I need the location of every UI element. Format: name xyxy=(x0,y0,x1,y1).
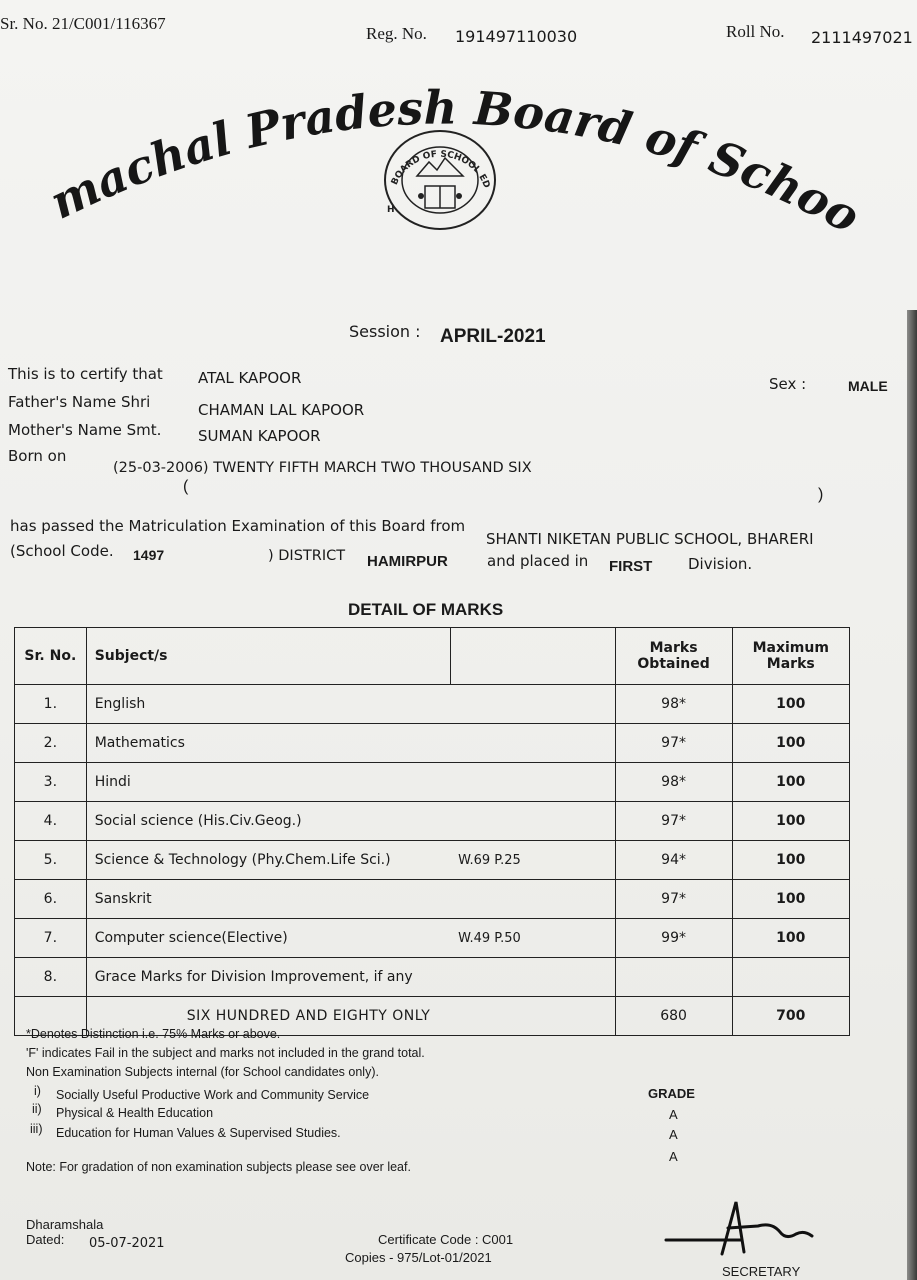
marks-obtained: 94* xyxy=(615,841,732,880)
marks-header-row xyxy=(15,628,850,685)
non-exam-item-text: Education for Human Values & Supervised Studies. xyxy=(56,1126,341,1140)
paren-open: ( xyxy=(183,478,189,495)
subject-name: Sanskrit xyxy=(86,880,450,919)
subject-name: Grace Marks for Division Improvement, if any xyxy=(86,958,450,997)
board-title-text: machal Pradesh Board of Schoo xyxy=(41,80,869,230)
subject-name: English xyxy=(86,685,450,724)
certify-label: This is to certify that xyxy=(8,365,163,383)
date-of-birth: (25-03-2006) TWENTY FIFTH MARCH TWO THOUSAND SIX xyxy=(113,460,532,476)
subject-sr: 6. xyxy=(15,880,87,919)
marks-obtained: 97* xyxy=(615,724,732,763)
subject-name: Hindi xyxy=(86,763,450,802)
subject-sr: 1. xyxy=(15,685,87,724)
marks-obtained: 99* xyxy=(615,919,732,958)
subject-breakup xyxy=(450,958,615,997)
marks-body xyxy=(15,685,850,997)
marks-row xyxy=(15,919,850,958)
marks-obtained: 97* xyxy=(615,880,732,919)
placed-label: and placed in xyxy=(487,552,589,570)
subject-breakup: W.69 P.25 xyxy=(450,841,615,880)
marks-table xyxy=(14,627,850,1036)
total-in-words: SIX HUNDRED AND EIGHTY ONLY xyxy=(86,997,615,1036)
school-name: SHANTI NIKETAN PUBLIC SCHOOL, BHARERI xyxy=(486,530,814,548)
session-label: Session : xyxy=(349,322,421,341)
father-label: Father's Name Shri xyxy=(8,393,151,411)
non-exam-item-text: Socially Useful Productive Work and Community Service xyxy=(56,1088,370,1102)
fail-note: 'F' indicates Fail in the subject and marks not included in the grand total. xyxy=(26,1046,425,1060)
board-seal-emblem xyxy=(381,128,499,232)
sex-value: MALE xyxy=(848,378,888,394)
session-value: APRIL-2021 xyxy=(440,326,546,347)
district-label: ) DISTRICT xyxy=(268,548,346,564)
paren-close: ) xyxy=(818,486,824,503)
subject-name: Science & Technology (Phy.Chem.Life Sci.) xyxy=(86,841,450,880)
subject-sr: 8. xyxy=(15,958,87,997)
roll-number: 2111497021 xyxy=(811,28,913,47)
sex-label: Sex : xyxy=(769,375,807,393)
grade-value: A xyxy=(669,1127,678,1142)
seal-letter: H xyxy=(387,205,395,215)
non-exam-item-num: ii) xyxy=(32,1102,42,1116)
non-exam-item-num: iii) xyxy=(30,1122,43,1136)
non-exam-item-text: Physical & Health Education xyxy=(56,1106,214,1120)
marks-title: DETAIL OF MARKS xyxy=(348,600,504,619)
reg-label: Reg. No. xyxy=(366,24,427,43)
marks-maximum: 100 xyxy=(732,724,850,763)
marks-maximum: 100 xyxy=(732,802,850,841)
grade-value: A xyxy=(669,1107,678,1122)
distinction-note: *Denotes Distinction i.e. 75% Marks or above. xyxy=(26,1027,281,1041)
subject-sr: 4. xyxy=(15,802,87,841)
seal-text: BOARD OF SCHOOL ED xyxy=(389,149,492,190)
mother-label: Mother's Name Smt. xyxy=(8,421,162,439)
division-suffix: Division. xyxy=(688,555,753,573)
marks-row xyxy=(15,958,850,997)
copies-lot: Copies - 975/Lot-01/2021 xyxy=(345,1250,492,1265)
marks-obtained: 98* xyxy=(615,685,732,724)
marks-row xyxy=(15,841,850,880)
header-subject: Subject/s xyxy=(86,628,450,685)
subject-breakup: W.49 P.50 xyxy=(450,919,615,958)
marks-obtained: 97* xyxy=(615,802,732,841)
marks-maximum: 100 xyxy=(732,763,850,802)
marks-maximum: 100 xyxy=(732,685,850,724)
dated-label: Dated: xyxy=(26,1232,65,1247)
subject-sr: 5. xyxy=(15,841,87,880)
serial-number: Sr. No. 21/C001/116367 xyxy=(0,14,166,33)
subject-breakup xyxy=(450,880,615,919)
marks-maximum: 100 xyxy=(732,880,850,919)
grade-value: A xyxy=(669,1149,678,1164)
father-name: CHAMAN LAL KAPOOR xyxy=(198,401,365,419)
roll-label: Roll No. xyxy=(726,22,785,41)
marks-obtained xyxy=(615,958,732,997)
secretary-label: SECRETARY xyxy=(722,1264,801,1279)
marks-maximum xyxy=(732,958,850,997)
total-obtained: 680 xyxy=(615,997,732,1036)
certificate-code: Certificate Code : C001 xyxy=(378,1232,514,1247)
school-code-label: (School Code. xyxy=(10,542,114,560)
header-maximum: Maximum Marks xyxy=(732,628,850,685)
marks-row xyxy=(15,880,850,919)
page-edge-shadow xyxy=(907,310,917,1280)
total-maximum: 700 xyxy=(732,997,850,1036)
gradation-note: Note: For gradation of non examination subjects please see over leaf. xyxy=(26,1160,411,1174)
subject-name: Social science (His.Civ.Geog.) xyxy=(86,802,450,841)
issue-place: Dharamshala xyxy=(26,1217,104,1232)
student-name: ATAL KAPOOR xyxy=(198,369,302,387)
non-exam-item-num: i) xyxy=(34,1084,41,1098)
marks-row xyxy=(15,724,850,763)
marks-maximum: 100 xyxy=(732,919,850,958)
non-exam-note: Non Examination Subjects internal (for School candidates only). xyxy=(26,1065,379,1079)
subject-sr: 3. xyxy=(15,763,87,802)
dated-value: 05-07-2021 xyxy=(89,1236,165,1251)
subject-name: Mathematics xyxy=(86,724,450,763)
district-value: HAMIRPUR xyxy=(367,553,448,570)
born-label: Born on xyxy=(8,447,67,465)
header-note xyxy=(450,628,615,685)
secretary-signature xyxy=(662,1196,822,1260)
subject-name: Computer science(Elective) xyxy=(86,919,450,958)
subject-breakup xyxy=(450,724,615,763)
mother-name: SUMAN KAPOOR xyxy=(198,427,321,445)
svg-text:BOARD OF SCHOOL EDUCATION xyxy=(381,128,491,190)
subject-breakup xyxy=(450,763,615,802)
marks-maximum: 100 xyxy=(732,841,850,880)
subject-breakup xyxy=(450,685,615,724)
division-value: FIRST xyxy=(609,558,653,575)
marks-row xyxy=(15,685,850,724)
subject-sr: 2. xyxy=(15,724,87,763)
pass-statement: has passed the Matriculation Examination of this Board from xyxy=(10,517,466,535)
header-obtained: Marks Obtained xyxy=(615,628,732,685)
header-sr: Sr. No. xyxy=(15,628,87,685)
subject-sr: 7. xyxy=(15,919,87,958)
marks-row xyxy=(15,763,850,802)
marks-row xyxy=(15,802,850,841)
subject-breakup xyxy=(450,802,615,841)
school-code: 1497 xyxy=(133,547,165,563)
reg-number: 191497110030 xyxy=(455,27,578,46)
marks-obtained: 98* xyxy=(615,763,732,802)
grade-label: GRADE xyxy=(648,1086,695,1101)
